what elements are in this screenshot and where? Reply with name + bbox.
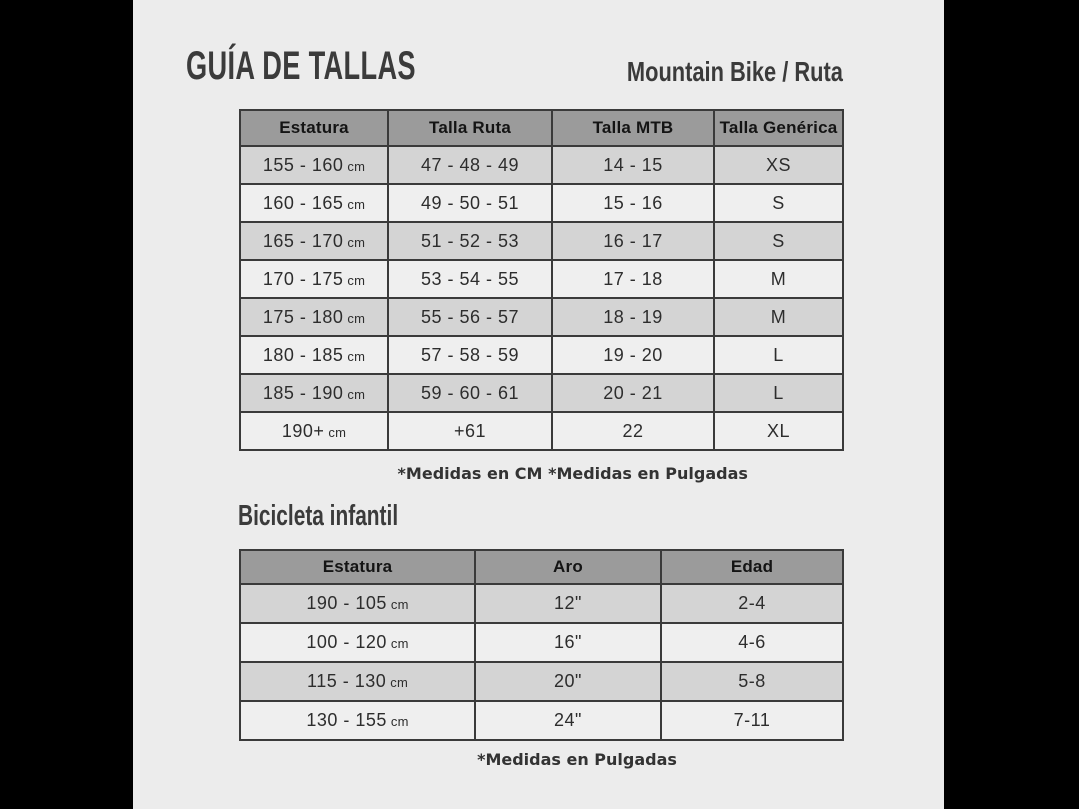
table-row	[240, 298, 843, 336]
cell-estatura: 190 - 105 cm	[240, 584, 475, 623]
cell-talla-mtb: 17 - 18	[552, 260, 714, 298]
cell-aro: 16"	[475, 623, 661, 662]
cell-estatura: 130 - 155 cm	[240, 701, 475, 740]
kids-table	[239, 549, 844, 741]
unit-label: cm	[347, 348, 366, 364]
cell-talla-generica: M	[714, 260, 843, 298]
size-table-footnotes	[239, 464, 842, 488]
unit-label: cm	[347, 310, 366, 326]
cell-talla-generica: XS	[714, 146, 843, 184]
cell-talla-ruta: 49 - 50 - 51	[388, 184, 552, 222]
header-talla-mtb: Talla MTB	[552, 110, 714, 146]
kids-table-footnotes	[239, 750, 842, 774]
unit-label: cm	[390, 675, 408, 690]
page-subtitle: Mountain Bike / Ruta	[627, 56, 843, 87]
kids-section-title: Bicicleta infantil	[238, 500, 399, 532]
cell-estatura: 115 - 130 cm	[240, 662, 475, 701]
table-row	[240, 623, 843, 662]
footnote-medidas-pulgadas: *Medidas en Pulgadas	[548, 464, 748, 483]
cell-talla-ruta: 51 - 52 - 53	[388, 222, 552, 260]
cell-talla-ruta: 47 - 48 - 49	[388, 146, 552, 184]
cell-talla-generica: XL	[714, 412, 843, 450]
cell-estatura: 180 - 185 cm	[240, 336, 388, 374]
unit-label: cm	[347, 158, 366, 174]
table-row	[240, 336, 843, 374]
cell-estatura: 190+ cm	[240, 412, 388, 450]
right-black-bar	[944, 0, 1079, 809]
cell-talla-mtb: 15 - 16	[552, 184, 714, 222]
cell-talla-mtb: 22	[552, 412, 714, 450]
unit-label: cm	[347, 386, 366, 402]
left-black-bar	[0, 0, 133, 809]
footnote-medidas-cm: *Medidas en CM	[397, 464, 543, 483]
table-row	[240, 374, 843, 412]
size-table-header-row	[240, 110, 843, 146]
header-estatura: Estatura	[240, 110, 388, 146]
page-title: GUÍA DE TALLAS	[186, 44, 416, 88]
header-estatura: Estatura	[240, 550, 475, 584]
table-row	[240, 701, 843, 740]
cell-talla-generica: S	[714, 222, 843, 260]
cell-edad: 4-6	[661, 623, 843, 662]
header-talla-generica: Talla Genérica	[714, 110, 843, 146]
cell-estatura: 100 - 120 cm	[240, 623, 475, 662]
cell-talla-generica: M	[714, 298, 843, 336]
cell-talla-generica: L	[714, 374, 843, 412]
cell-talla-ruta: 57 - 58 - 59	[388, 336, 552, 374]
cell-estatura: 185 - 190 cm	[240, 374, 388, 412]
cell-talla-mtb: 19 - 20	[552, 336, 714, 374]
unit-label: cm	[347, 272, 366, 288]
cell-estatura: 165 - 170 cm	[240, 222, 388, 260]
cell-talla-ruta: 59 - 60 - 61	[388, 374, 552, 412]
table-row	[240, 260, 843, 298]
table-row	[240, 662, 843, 701]
cell-edad: 7-11	[661, 701, 843, 740]
cell-talla-ruta: +61	[388, 412, 552, 450]
header-talla-ruta: Talla Ruta	[388, 110, 552, 146]
unit-label: cm	[390, 597, 409, 612]
table-row	[240, 222, 843, 260]
cell-estatura: 155 - 160 cm	[240, 146, 388, 184]
cell-talla-ruta: 55 - 56 - 57	[388, 298, 552, 336]
header-edad: Edad	[661, 550, 843, 584]
cell-estatura: 160 - 165 cm	[240, 184, 388, 222]
unit-label: cm	[390, 714, 409, 729]
cell-talla-mtb: 18 - 19	[552, 298, 714, 336]
footnote-medidas-pulgadas: *Medidas en Pulgadas	[477, 750, 677, 769]
table-row	[240, 584, 843, 623]
cell-talla-generica: S	[714, 184, 843, 222]
table-row	[240, 146, 843, 184]
header-aro: Aro	[475, 550, 661, 584]
cell-talla-mtb: 14 - 15	[552, 146, 714, 184]
cell-edad: 2-4	[661, 584, 843, 623]
table-row	[240, 184, 843, 222]
unit-label: cm	[328, 424, 347, 440]
cell-estatura: 170 - 175 cm	[240, 260, 388, 298]
size-table	[239, 109, 844, 451]
cell-talla-mtb: 20 - 21	[552, 374, 714, 412]
cell-talla-generica: L	[714, 336, 843, 374]
unit-label: cm	[390, 636, 409, 651]
cell-aro: 20"	[475, 662, 661, 701]
unit-label: cm	[347, 234, 366, 250]
cell-talla-mtb: 16 - 17	[552, 222, 714, 260]
unit-label: cm	[347, 196, 366, 212]
table-row	[240, 412, 843, 450]
cell-talla-ruta: 53 - 54 - 55	[388, 260, 552, 298]
kids-table-header-row	[240, 550, 843, 584]
cell-aro: 24"	[475, 701, 661, 740]
cell-estatura: 175 - 180 cm	[240, 298, 388, 336]
cell-edad: 5-8	[661, 662, 843, 701]
cell-aro: 12"	[475, 584, 661, 623]
